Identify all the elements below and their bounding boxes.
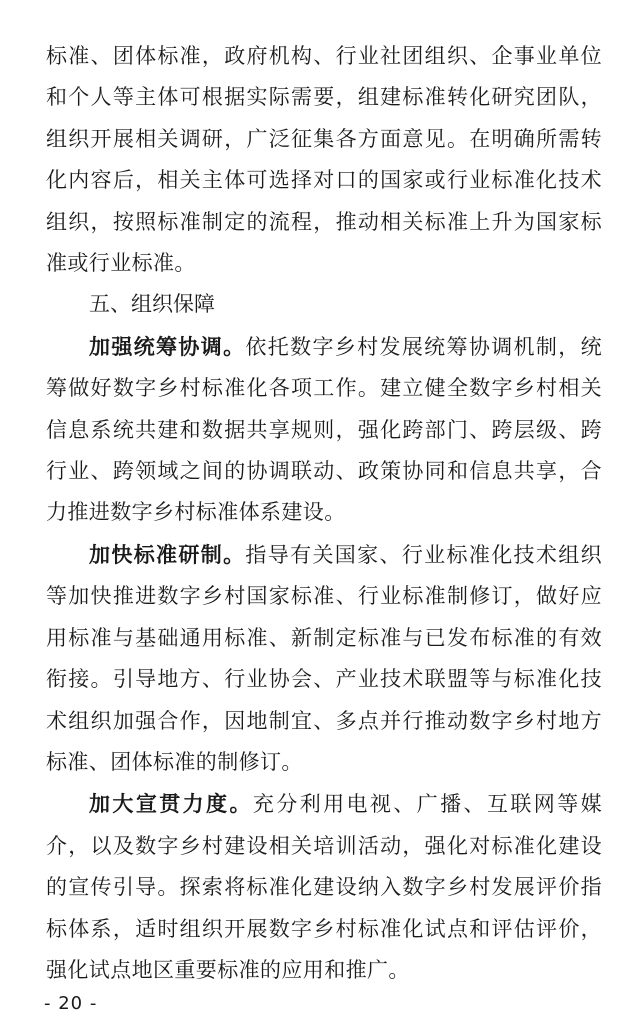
paragraph-body: 充分利用电视、广播、互联网等媒介，以及数字乡村建设相关培训活动，强化对标准化建设的宣传引导。探索将标准化建设纳入数字乡村发展评价指标体系，适时组织开展数字乡村标准化试点和评估评价，强化试点地区重要标准的应用和推广。 [46,792,602,982]
document-page [46,36,602,991]
section-heading: 五、组织保障 [89,292,215,317]
paragraph-body: 依托数字乡村发展统筹协调机制，统筹做好数字乡村标准化各项工作。建立健全数字乡村相关信息系统共建和数据共享规则，强化跨部门、跨层级、跨行业、跨领域之间的协调联动、政策协同和信息共享，合力推进数字乡村标准体系建设。 [46,334,602,525]
paragraph-lead: 加强统筹协调。 [89,333,246,359]
paragraph-body: 指导有关国家、行业标准化技术组织等加快推进数字乡村国家标准、行业标准制修订，做好应用标准与基础通用标准、新制定标准与已发布标准的有效衔接。引导地方、行业协会、产业技术联盟等与标准化技术组织加强合作，因地制宜、多点并行推动数字乡村地方标准、团体标准的制修订。 [46,542,602,774]
intro-paragraph: 标准、团体标准，政府机构、行业社团组织、企事业单位和个人等主体可根据实际需要，组建标准转化研究团队，组织开展相关调研，广泛征集各方面意见。在明确所需转化内容后，相关主体可选择对口的国家或行业标准化技术组织，按照标准制定的流程，推动相关标准上升为国家标准或行业标准。 [46,44,602,276]
paragraph-lead: 加大宣贯力度。 [89,791,253,817]
paragraph-standards-development [46,534,602,783]
paragraph-coordination [46,326,602,534]
paragraph-lead: 加快标准研制。 [89,541,246,567]
paragraph-publicity [46,783,602,991]
page-number: - 20 - [44,993,98,1014]
